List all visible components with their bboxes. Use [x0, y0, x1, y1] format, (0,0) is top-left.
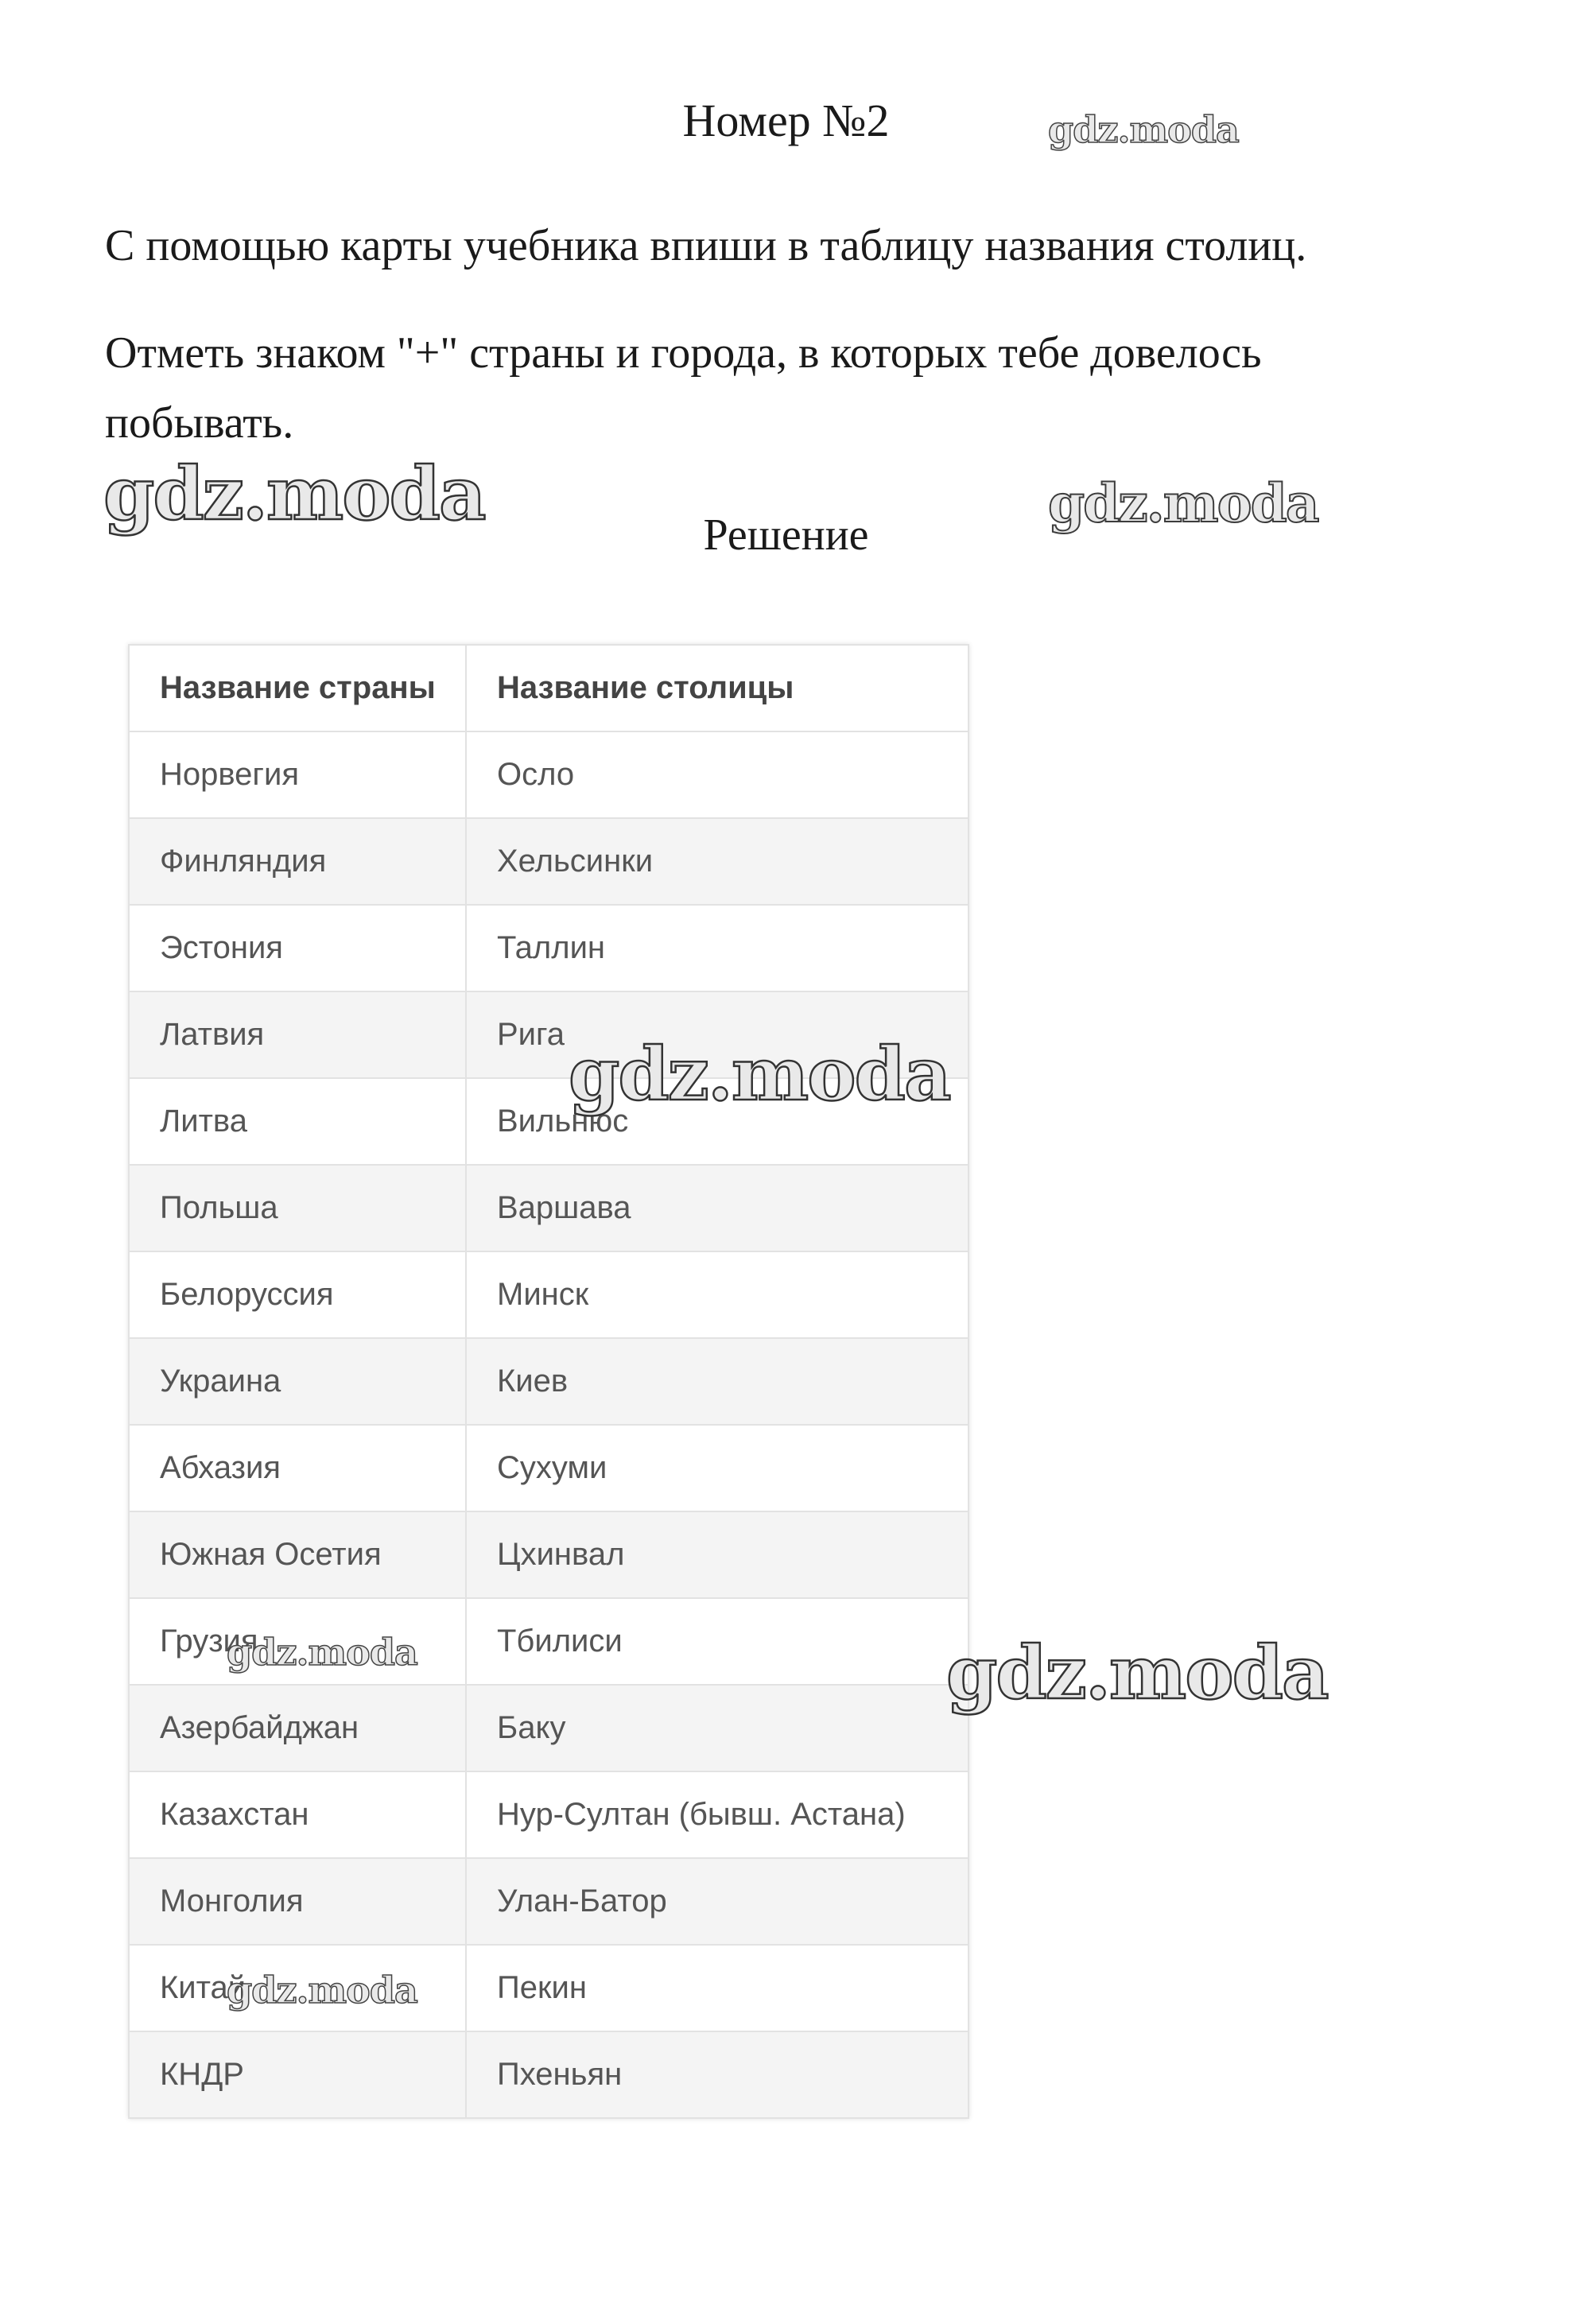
table-row [129, 731, 968, 818]
capital-cell: Таллин [466, 905, 968, 991]
capital-cell: Тбилиси [466, 1598, 968, 1685]
country-cell: Южная Осетия [129, 1511, 466, 1598]
country-cell: Монголия [129, 1858, 466, 1945]
country-cell: Норвегия [129, 731, 466, 818]
table-body [129, 731, 968, 2118]
country-cell: Украина [129, 1338, 466, 1425]
country-cell: Китай [129, 1945, 466, 2031]
country-cell: Грузия [129, 1598, 466, 1685]
capital-cell: Вильнюс [466, 1078, 968, 1165]
capital-cell: Цхинвал [466, 1511, 968, 1598]
table-row [129, 1251, 968, 1338]
capital-cell: Варшава [466, 1165, 968, 1251]
capital-cell: Баку [466, 1685, 968, 1771]
task-instruction-1: С помощью карты учебника впиши в таблицу названия столиц. [105, 221, 1307, 270]
table-row [129, 1858, 968, 1945]
table-row [129, 1511, 968, 1598]
country-cell: Абхазия [129, 1425, 466, 1511]
watermark-logo: gdz.moda [227, 1969, 417, 2012]
table-row [129, 1338, 968, 1425]
capital-cell: Минск [466, 1251, 968, 1338]
capital-cell: Пхеньян [466, 2031, 968, 2118]
solution-heading: Решение [703, 510, 869, 560]
country-cell: Латвия [129, 991, 466, 1078]
country-cell: Казахстан [129, 1771, 466, 1858]
watermark-logo: gdz.moda [1048, 108, 1239, 151]
table-row [129, 905, 968, 991]
capital-cell: Пекин [466, 1945, 968, 2031]
watermark-logo: gdz.moda [227, 1631, 417, 1674]
column-header-capital: Название столицы [466, 645, 968, 731]
capital-cell: Рига [466, 991, 968, 1078]
table-row [129, 1771, 968, 1858]
table-row [129, 1165, 968, 1251]
country-cell: КНДР [129, 2031, 466, 2118]
table-row [129, 818, 968, 905]
country-cell: Эстония [129, 905, 466, 991]
table-row [129, 1425, 968, 1511]
capital-cell: Осло [466, 731, 968, 818]
watermark-logo: gdz.moda [1048, 472, 1318, 534]
watermark-logo: gdz.moda [946, 1630, 1328, 1716]
column-header-country: Название страны [129, 645, 466, 731]
watermark-logo: gdz.moda [569, 1031, 950, 1117]
country-cell: Белоруссия [129, 1251, 466, 1338]
table-row [129, 2031, 968, 2118]
capitals-table [128, 644, 969, 2119]
capital-cell: Хельсинки [466, 818, 968, 905]
watermark-logo: gdz.moda [103, 451, 485, 537]
country-cell: Азербайджан [129, 1685, 466, 1771]
country-cell: Финляндия [129, 818, 466, 905]
capitals-table-container [128, 644, 969, 2119]
capital-cell: Улан-Батор [466, 1858, 968, 1945]
capital-cell: Киев [466, 1338, 968, 1425]
table-row [129, 1685, 968, 1771]
capital-cell: Сухуми [466, 1425, 968, 1511]
table-header-row [129, 645, 968, 731]
page-title: Номер №2 [682, 95, 890, 146]
country-cell: Литва [129, 1078, 466, 1165]
capital-cell: Нур-Султан (бывш. Астана) [466, 1771, 968, 1858]
task-instruction-2: Отметь знаком "+" страны и города, в которых тебе довелось побывать. [105, 328, 1262, 448]
country-cell: Польша [129, 1165, 466, 1251]
